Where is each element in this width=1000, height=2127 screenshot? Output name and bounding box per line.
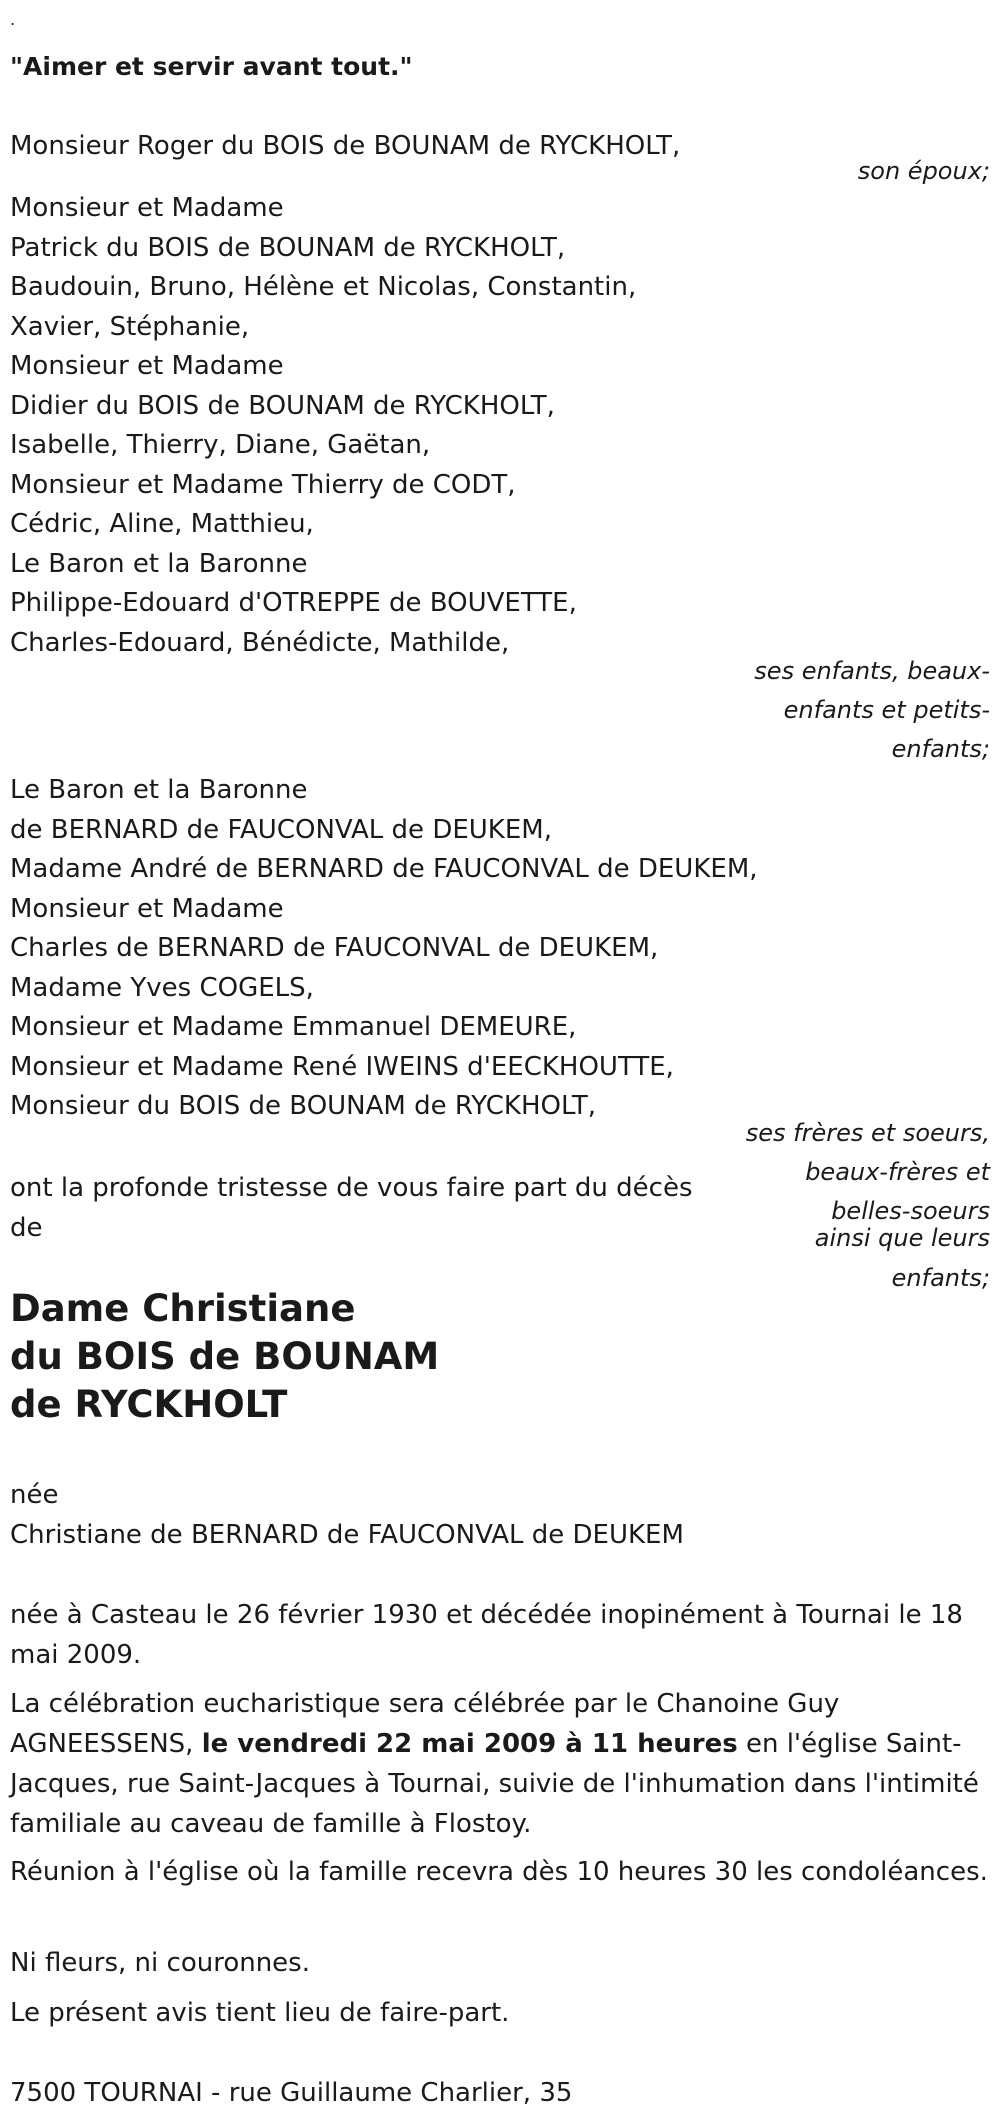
siblings-line: Monsieur et Madame Emmanuel DEMEURE,	[10, 1012, 577, 1042]
children-line: Patrick du BOIS de BOUNAM de RYCKHOLT,	[10, 232, 566, 263]
ceremony-text-cont: en l'église Saint-Jacques, rue Saint-Jacques à Tournai, suivie de l'inhumation dans l'intimité familiale au caveau de famille à Flostoy.	[10, 1729, 979, 1839]
condolences-paragraph: Réunion à l'église où la famille recevra dès 10 heures 30 les condoléances.	[10, 1857, 988, 1887]
ceremony-paragraph	[10, 1684, 990, 1844]
children-line: Philippe-Edouard d'OTREPPE de BOUVETTE,	[10, 588, 577, 618]
birth-name: Christiane de BERNARD de FAUCONVAL de DEUKEM	[10, 1520, 684, 1550]
siblings-line: de BERNARD de FAUCONVAL de DEUKEM,	[10, 814, 552, 845]
notice-paragraph: Le présent avis tient lieu de faire-part.	[10, 1998, 510, 2028]
deceased-name-line: Dame Christiane	[10, 1287, 356, 1330]
children-line: Xavier, Stéphanie,	[10, 311, 250, 342]
siblings-relation: ses frères et soeurs, beaux-frères et belles-soeurs	[745, 1119, 990, 1225]
children-line: Le Baron et la Baronne	[10, 548, 308, 579]
siblings-line: Monsieur du BOIS de BOUNAM de RYCKHOLT,	[10, 1091, 597, 1121]
motto: "Aimer et servir avant tout."	[10, 52, 413, 81]
children-line: Cédric, Aline, Matthieu,	[10, 509, 314, 539]
ceremony-date: le vendredi 22 mai 2009 à 11 heures	[201, 1729, 738, 1759]
children-line: Isabelle, Thierry, Diane, Gaëtan,	[10, 430, 431, 460]
siblings-block	[10, 771, 758, 1127]
children-line: Monsieur et Madame	[10, 193, 284, 223]
announcement-text: ont la profonde tristesse de vous faire part du décès de	[10, 1173, 693, 1243]
children-relation: ses enfants, beaux-enfants et petits-enfants;	[754, 657, 990, 763]
siblings-line: Le Baron et la Baronne	[10, 775, 308, 805]
siblings-line: Monsieur et Madame	[10, 893, 284, 924]
children-line: Baudouin, Bruno, Hélène et Nicolas, Constantin,	[10, 272, 637, 302]
address: 7500 TOURNAI - rue Guillaume Charlier, 35	[10, 2078, 573, 2108]
dates-paragraph: née à Casteau le 26 février 1930 et décédée inopinément à Tournai le 18 mai 2009.	[10, 1600, 963, 1670]
husband-name: Monsieur Roger du BOIS de BOUNAM de RYCKHOLT,	[10, 131, 681, 161]
children-line: Charles-Edouard, Bénédicte, Mathilde,	[10, 627, 510, 658]
siblings-line: Monsieur et Madame René IWEINS d'EECKHOUTTE,	[10, 1051, 674, 1082]
siblings-line: Charles de BERNARD de FAUCONVAL de DEUKEM,	[10, 933, 659, 963]
children-line: Didier du BOIS de BOUNAM de RYCKHOLT,	[10, 390, 555, 421]
children-line: Monsieur et Madame Thierry de CODT,	[10, 469, 516, 500]
deceased-name-line: de RYCKHOLT	[10, 1383, 288, 1426]
husband-block	[10, 127, 680, 167]
siblings-line: Madame Yves COGELS,	[10, 972, 314, 1003]
children-line: Monsieur et Madame	[10, 351, 284, 381]
deceased-name	[10, 1285, 439, 1429]
children-block	[10, 189, 636, 663]
husband-relation: son époux;	[857, 157, 990, 185]
flowers-paragraph: Ni fleurs, ni couronnes.	[10, 1948, 310, 1978]
ceremony-text: La célébration eucharistique sera célébrée par le Chanoine Guy AGNEESSENS,	[10, 1689, 840, 1759]
deceased-name-line: du BOIS de BOUNAM	[10, 1335, 440, 1378]
top-mark: .	[10, 10, 16, 29]
birth-name-label: née	[10, 1480, 59, 1510]
birth-name-block	[10, 1475, 990, 1555]
siblings-line: Madame André de BERNARD de FAUCONVAL de DEUKEM,	[10, 854, 758, 884]
siblings-relation-cont: ainsi que leurs enfants;	[814, 1224, 990, 1292]
